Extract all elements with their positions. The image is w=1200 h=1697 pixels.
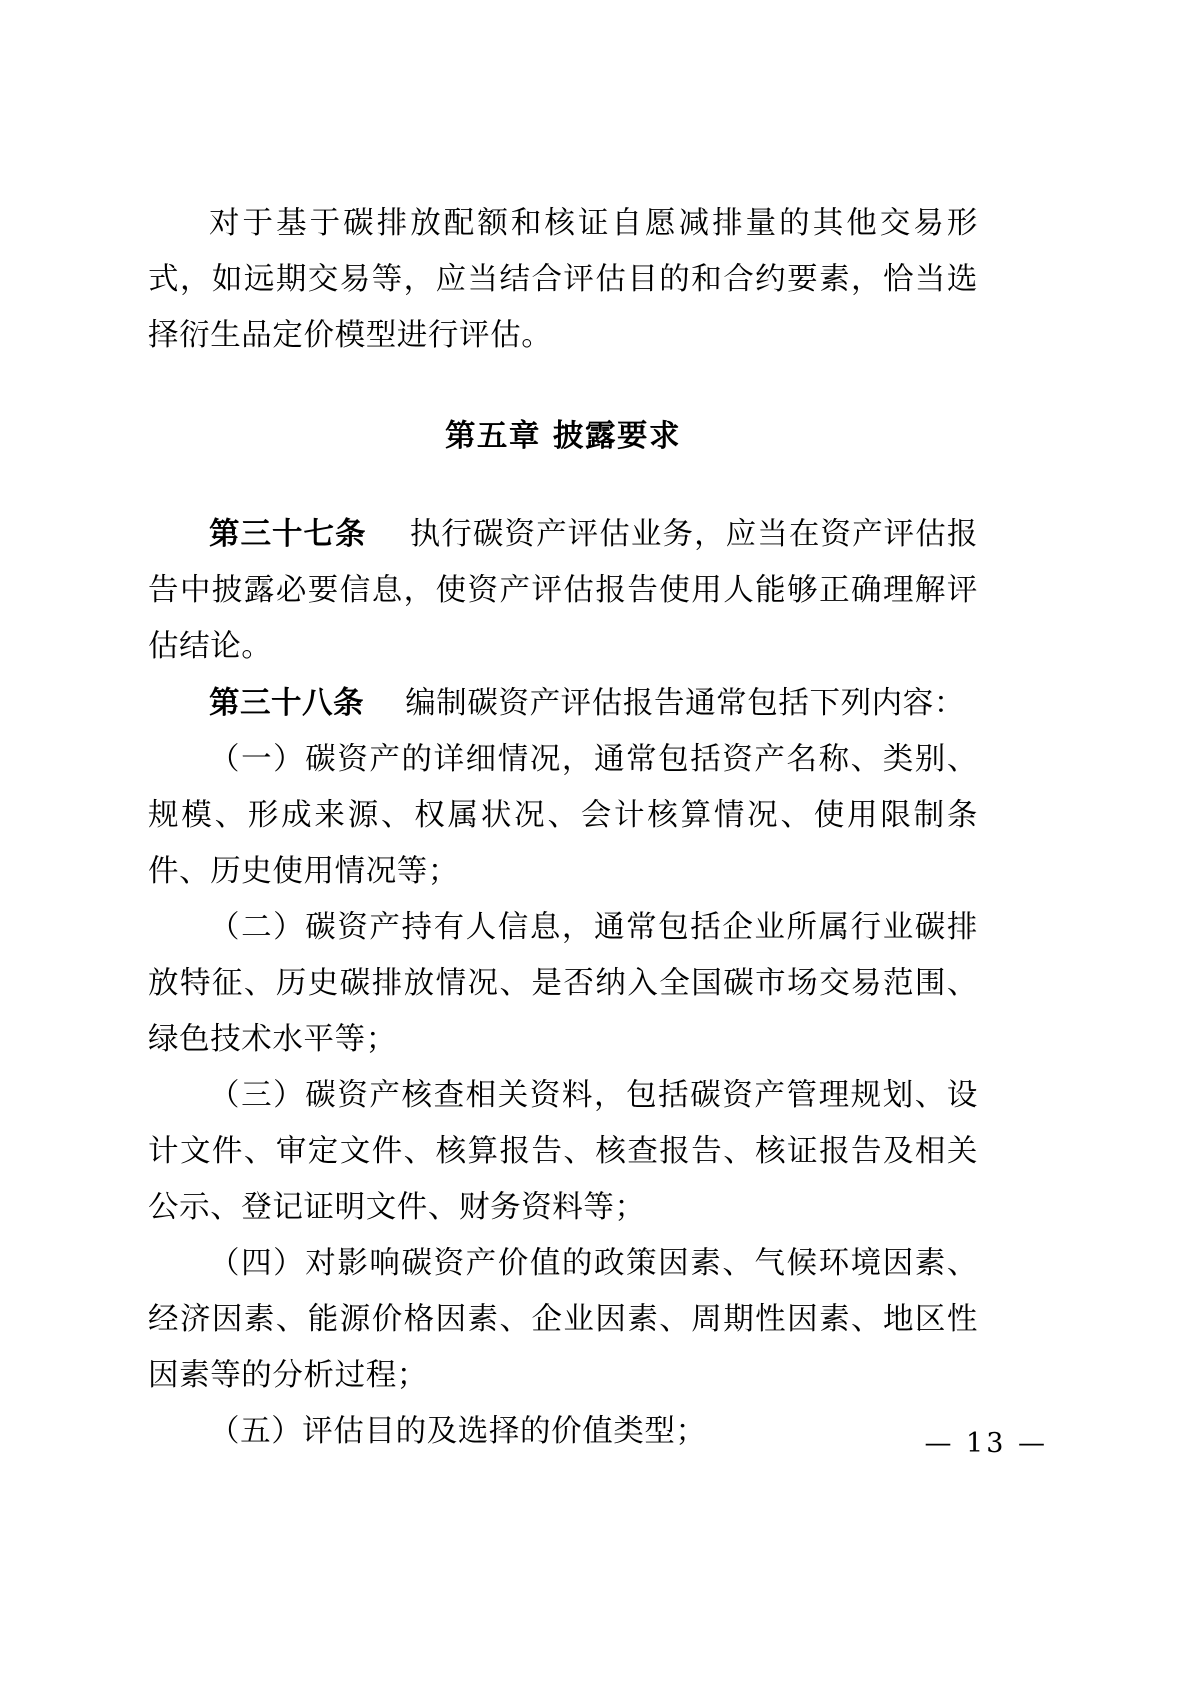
paragraph-derivative-pricing: 对于基于碳排放配额和核证自愿减排量的其他交易形式，如远期交易等，应当结合评估目的和合约要素，恰当选择衍生品定价模型进行评估。 <box>148 206 978 353</box>
article-37-text: 执行碳资产评估业务，应当在资产评估报告中披露必要信息，使资产评估报告使用人能够正确理解评估结论。 <box>148 517 978 664</box>
page-number: — 13 — <box>924 1428 1048 1459</box>
list-item-5: （五）评估目的及选择的价值类型； <box>209 1414 707 1449</box>
list-item-4: （四）对影响碳资产价值的政策因素、气候环境因素、经济因素、能源价格因素、企业因素、周期性因素、地区性因素等的分析过程； <box>148 1246 978 1393</box>
chapter-heading: 第五章 披露要求 <box>444 418 682 454</box>
list-item-2: （二）碳资产持有人信息，通常包括企业所属行业碳排放特征、历史碳排放情况、是否纳入全国碳市场交易范围、绿色技术水平等； <box>148 910 978 1057</box>
list-item-1: （一）碳资产的详细情况，通常包括资产名称、类别、规模、形成来源、权属状况、会计核算情况、使用限制条件、历史使用情况等； <box>148 742 978 889</box>
article-37 <box>148 506 978 675</box>
article-38-text: 编制碳资产评估报告通常包括下列内容： <box>405 686 965 721</box>
article-38-label: 第三十八条 <box>209 685 364 721</box>
page-content <box>148 196 978 1460</box>
article-37-label: 第三十七条 <box>209 516 367 552</box>
article-38 <box>148 675 978 732</box>
list-item-3: （三）碳资产核查相关资料，包括碳资产管理规划、设计文件、审定文件、核算报告、核查报告、核证报告及相关公示、登记证明文件、财务资料等； <box>148 1078 978 1225</box>
